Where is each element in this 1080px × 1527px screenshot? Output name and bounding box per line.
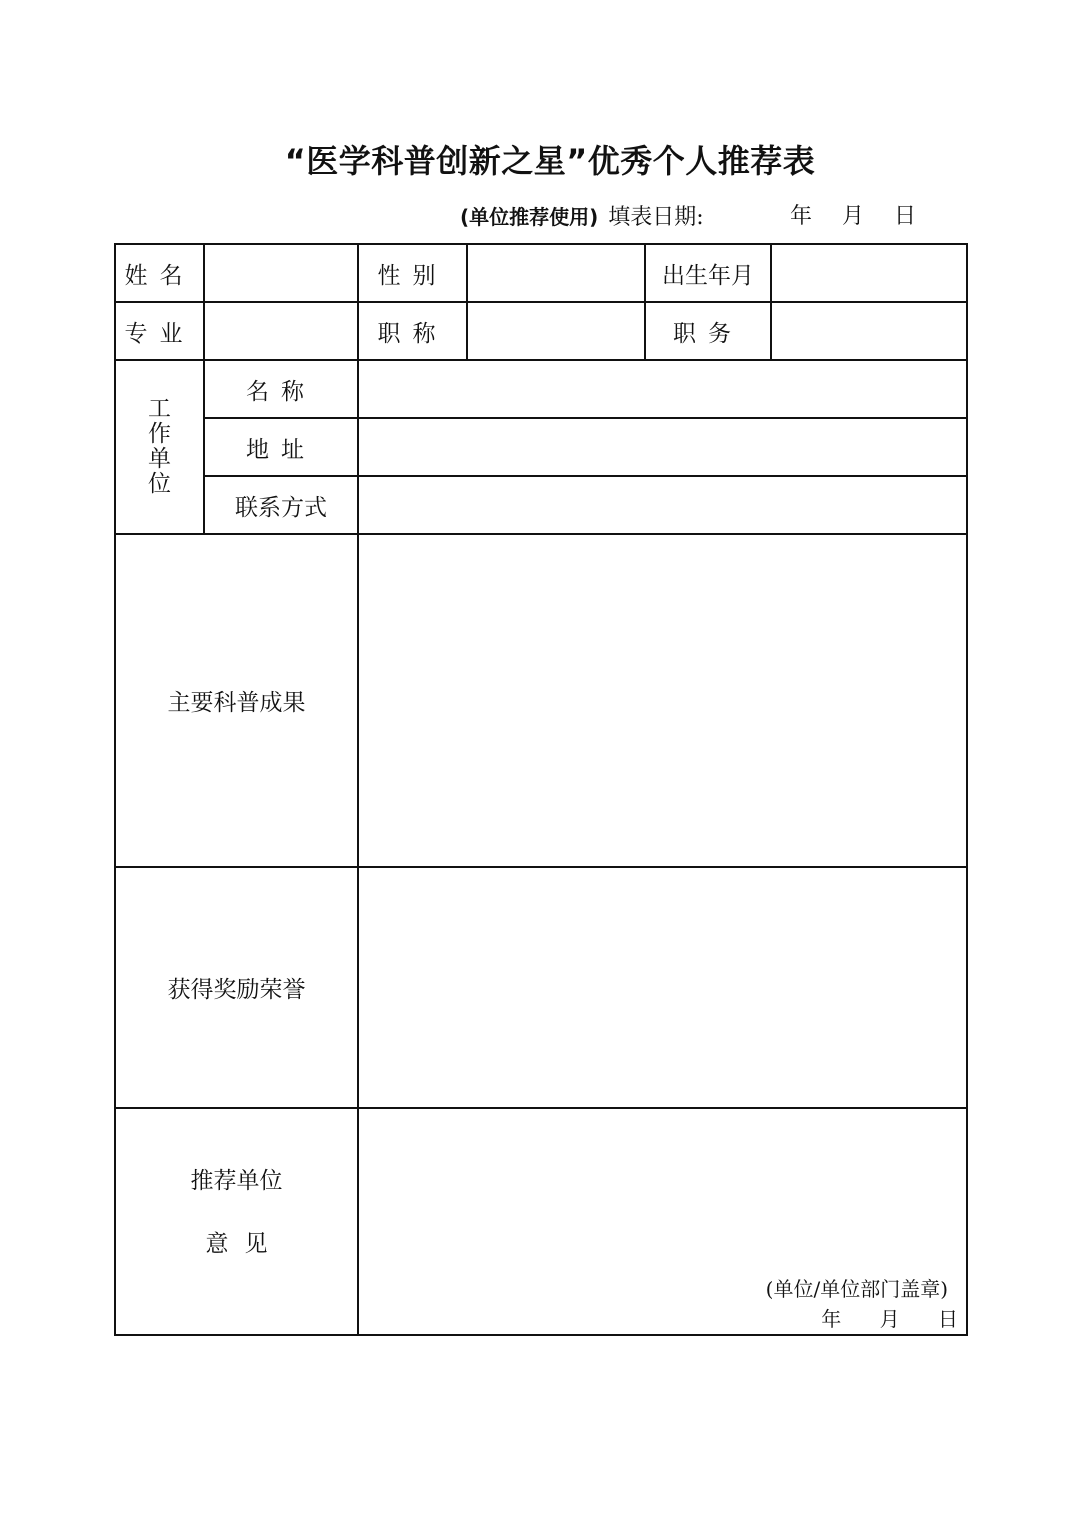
unit-contact-field[interactable] <box>358 476 967 534</box>
work-unit-label <box>115 360 204 534</box>
position-label: 职务 <box>645 302 771 360</box>
date-year: 年 <box>790 204 813 229</box>
work-unit-char: 位 <box>148 471 171 497</box>
unit-address-field[interactable] <box>358 418 967 476</box>
stamp-note: (单位/单位部门盖章) <box>765 1277 948 1301</box>
opinion-label-line1: 推荐单位 <box>190 1167 283 1194</box>
recommendation-form <box>114 243 968 1336</box>
work-unit-char: 工 <box>148 396 171 422</box>
work-unit-char: 单 <box>148 446 171 472</box>
unit-address-label: 地址 <box>204 418 358 476</box>
opinion-label-line2: 意见 <box>205 1230 284 1257</box>
fill-date-label: 填表日期: <box>608 205 704 230</box>
stamp-month: 月 <box>879 1307 900 1331</box>
subtitle-line <box>460 200 917 234</box>
title-field[interactable] <box>467 302 645 360</box>
position-field[interactable] <box>771 302 967 360</box>
major-label: 专业 <box>115 302 204 360</box>
unit-contact-label: 联系方式 <box>204 476 358 534</box>
achievements-label: 主要科普成果 <box>115 534 358 867</box>
major-field[interactable] <box>204 302 358 360</box>
unit-name-field[interactable] <box>358 360 967 418</box>
gender-field[interactable] <box>467 244 645 302</box>
stamp-year: 年 <box>821 1307 842 1331</box>
name-field[interactable] <box>204 244 358 302</box>
opinion-label <box>115 1108 358 1335</box>
gender-label: 性别 <box>358 244 467 302</box>
unit-name-label: 名称 <box>204 360 358 418</box>
work-unit-char: 作 <box>148 421 171 447</box>
awards-label: 获得奖励荣誉 <box>115 867 358 1108</box>
name-label: 姓名 <box>115 244 204 302</box>
stamp-day: 日 <box>938 1307 958 1331</box>
date-day: 日 <box>894 204 917 229</box>
awards-field[interactable] <box>358 867 967 1108</box>
achievements-field[interactable] <box>358 534 967 867</box>
page-title: “医学科普创新之星”优秀个人推荐表 <box>284 142 816 180</box>
opinion-field[interactable] <box>358 1108 967 1335</box>
stamp-date <box>789 1303 958 1332</box>
date-month: 月 <box>842 204 865 229</box>
title-label: 职称 <box>358 302 467 360</box>
birth-field[interactable] <box>771 244 967 302</box>
birth-label: 出生年月 <box>645 244 771 302</box>
usage-note: (单位推荐使用) <box>460 205 599 229</box>
